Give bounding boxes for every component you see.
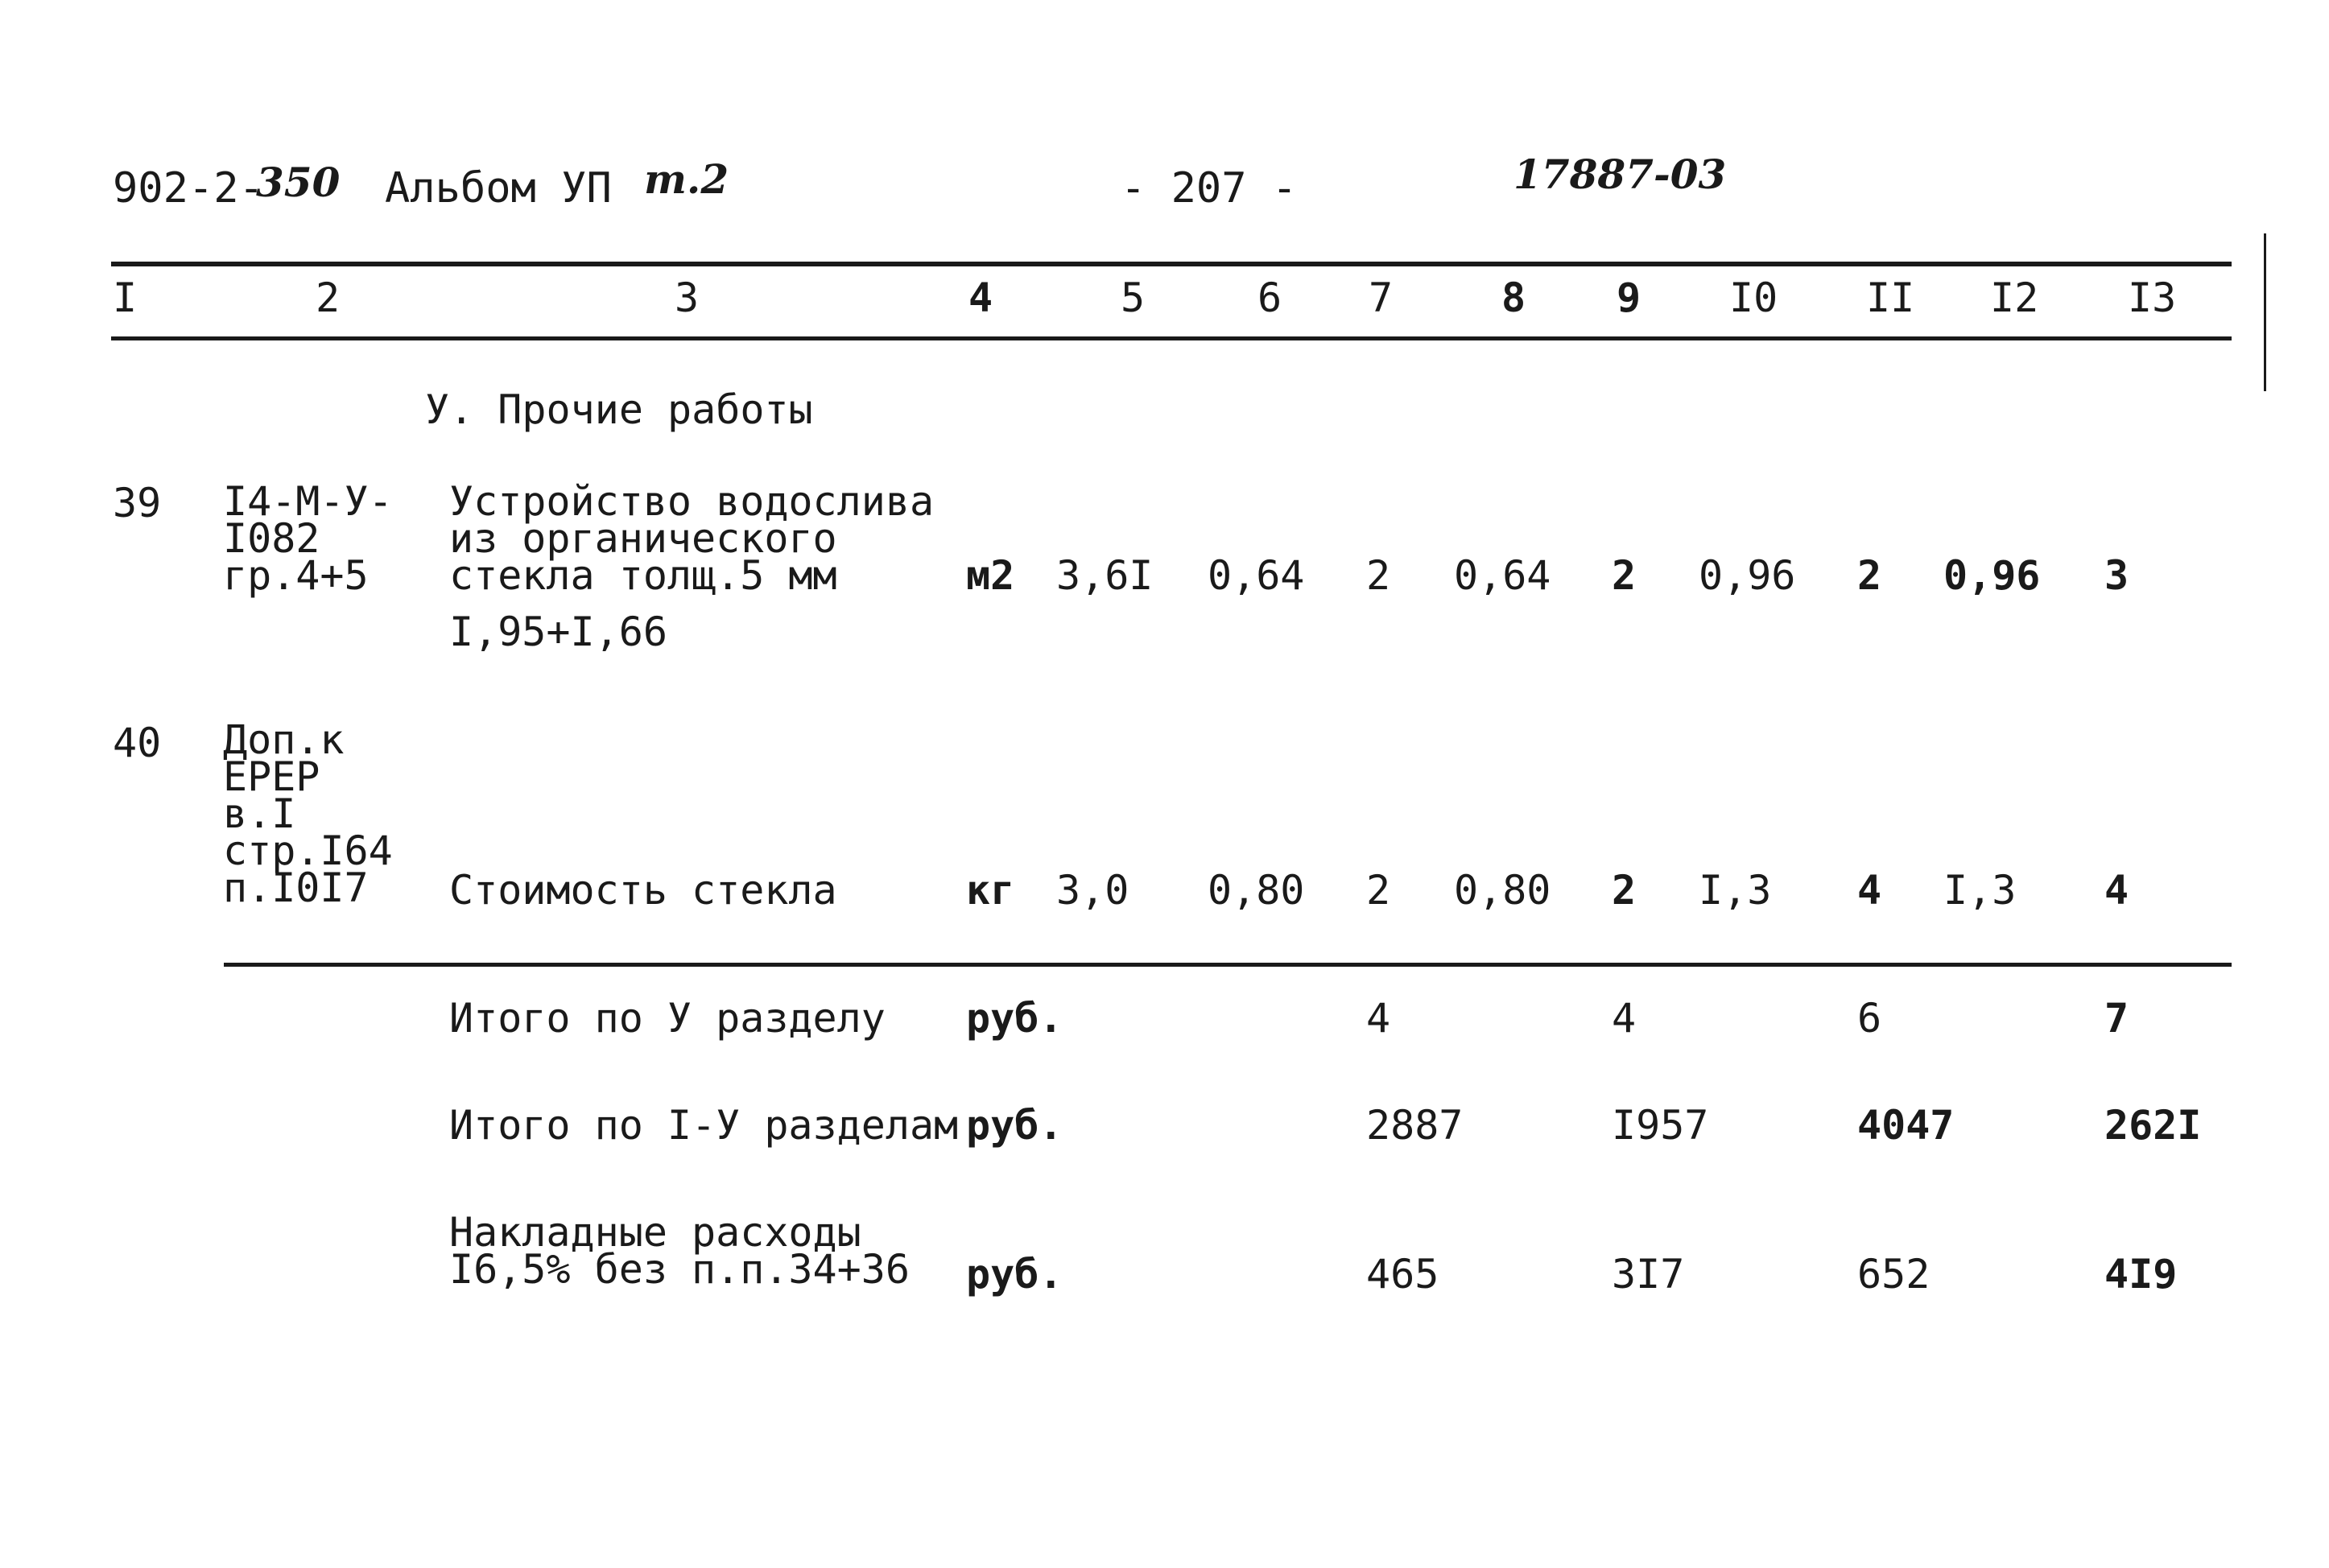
section-title: У. Прочие работы [425,386,813,433]
col-header: 2 [316,274,341,321]
album-label: Альбом УП [385,164,612,213]
volume-handwritten: т.2 [644,155,729,203]
total-col7: 4 [1366,995,1391,1042]
total-col9: I957 [1612,1102,1709,1149]
total-unit: руб. [966,1251,1063,1298]
norm-code: I4-М-У- I082 гр.4+5 [223,478,393,599]
col5-value: 3,0 [1056,867,1129,914]
col12-value: I,3 [1943,867,2017,914]
col12-value: 0,96 [1943,552,2041,599]
inventory-number-handwritten: 17887-03 [1513,151,1727,198]
total-col9: 4 [1612,995,1637,1042]
total-unit: руб. [966,995,1063,1042]
col-header: 8 [1501,274,1526,321]
col-header: I0 [1729,274,1778,321]
col-header: 3 [675,274,700,321]
col10-value: 0,96 [1699,552,1796,599]
col-header: I2 [1990,274,2039,321]
col8-value: 0,80 [1454,867,1551,914]
total-unit: руб. [966,1102,1063,1149]
col5-value: 3,6I [1056,552,1154,599]
total-col11: 652 [1857,1251,1931,1298]
unit: м2 [966,552,1015,599]
col6-value: 0,80 [1208,867,1305,914]
page-number: - 207 - [1121,164,1298,213]
norm-code: Доп.к ЕРЕР в.I стр.I64 п.I0I7 [223,716,393,911]
total-name: Накладные расходы I6,5% без п.п.34+36 [449,1209,910,1293]
row-number: 39 [113,480,162,526]
header-bottom-rule [111,336,2232,340]
total-name: Итого по I-У разделам [449,1102,959,1149]
table-top-rule [111,262,2232,266]
col-header: II [1866,274,1915,321]
total-col11: 6 [1857,995,1882,1042]
total-col7: 2887 [1366,1102,1464,1149]
work-name: Стоимость стекла [449,867,837,914]
total-col13: 4I9 [2104,1251,2178,1298]
col13-value: 4 [2104,867,2129,914]
col-header: 6 [1257,274,1282,321]
doc-number-handwritten: 350 [256,159,341,206]
col10-value: I,3 [1699,867,1772,914]
total-col13: 262I [2104,1102,2202,1149]
col9-value: 2 [1612,867,1637,914]
col-header: I [113,274,138,321]
col11-value: 2 [1857,552,1882,599]
col11-value: 4 [1857,867,1882,914]
col-header: I3 [2128,274,2177,321]
col13-value: 3 [2104,552,2129,599]
col-header: 4 [968,274,993,321]
col8-value: 0,64 [1454,552,1551,599]
col-header: 5 [1121,274,1146,321]
work-name: Устройство водослива из органического стекла толщ.5 мм [449,478,935,599]
unit: кг [966,867,1015,914]
total-col7: 465 [1366,1251,1439,1298]
total-col13: 7 [2104,995,2129,1042]
totals-rule [224,963,2232,967]
total-name: Итого по У разделу [449,995,886,1042]
total-col9: 3I7 [1612,1251,1685,1298]
doc-prefix: 902-2- [113,164,264,213]
right-margin-mark [2264,233,2266,391]
col7-value: 2 [1366,867,1391,914]
col7-value: 2 [1366,552,1391,599]
quantity-formula: I,95+I,66 [449,609,667,655]
col-header: 9 [1617,274,1641,321]
col9-value: 2 [1612,552,1637,599]
total-col11: 4047 [1857,1102,1955,1149]
col-header: 7 [1369,274,1394,321]
col6-value: 0,64 [1208,552,1305,599]
row-number: 40 [113,720,162,766]
